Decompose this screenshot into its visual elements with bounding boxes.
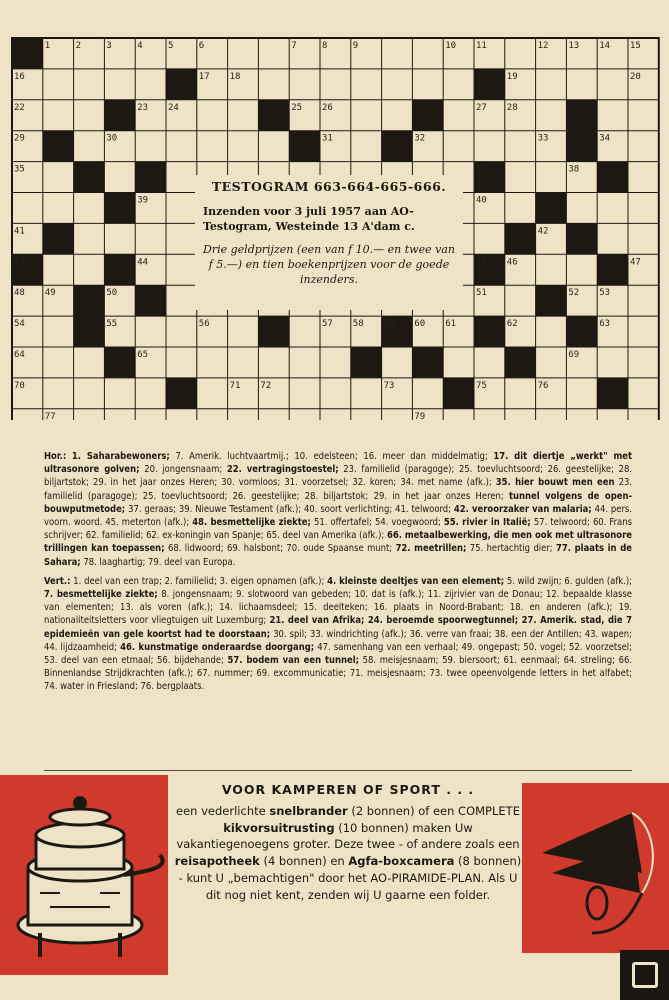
black-cell: [289, 131, 320, 162]
cell-number: 2: [75, 41, 82, 51]
black-cell: [412, 347, 443, 378]
vertical-clue: 58. meisjesnaam; 59. biersoort; 61. eenmaal; 64. streling; 66. Binnenlandse Strijdkrachten (afk.); 67. nummer; 69. excommunicatie; 71. meisjesnaam; 73. twee opeenvolgende letters in het alfabet; 74. water in Friesland; 76. bergplaats.: [44, 655, 632, 693]
black-cell: [166, 378, 197, 409]
cell-number: 8: [322, 41, 328, 51]
horizontal-clue: 37. geraas; 39. Nieuwe Testament (afk.); 40. soort verlichting; 41. telwoord;: [125, 503, 454, 515]
black-cell: [566, 223, 597, 254]
cell-number: 27: [476, 102, 487, 113]
cell-number: 69: [568, 350, 580, 360]
black-cell: [597, 378, 628, 409]
black-cell: [536, 193, 567, 224]
cell-number: 44: [137, 257, 149, 268]
horizontal-clue: 68. lidwoord; 69. halsbont; 70. oude Spaanse munt;: [164, 543, 396, 555]
black-cell: [474, 69, 505, 100]
cell-number: 60: [414, 319, 426, 330]
horizontal-clue: 78. laaghartig; 79. deel van Europa.: [80, 556, 236, 568]
cell-number: 24: [168, 102, 179, 113]
black-cell: [104, 193, 135, 224]
cell-number: 11: [476, 41, 487, 51]
vertical-clue: 21. deel van Afrika; 24. beroemde spoorwegtunnel; 27. Amerik. stad, die 7 epidemieën van gele koortst had te doorstaan;: [44, 615, 632, 640]
cell-number: 6: [198, 41, 205, 51]
cell-number: 73: [383, 380, 395, 391]
cell-number: 9: [352, 41, 359, 51]
cell-number: 16: [14, 71, 25, 82]
vertical-clue: 30. spil; 33. windrichting (afk.); 36. verre van fraai; 38. een der Antillen; 43. wapen; 44. lijdzaamheid;: [44, 628, 633, 653]
vertical-clue: 47. samenhang van een verhaal; 49. ongepast; 50. vogel; 52. voorzetsel; 53. deel van een etmaal; 56. bijdehande;: [44, 641, 632, 667]
cell-number: 64: [14, 350, 25, 360]
ad-body: [172, 803, 524, 904]
vertical-clue-list: [44, 576, 632, 693]
puzzle-info-box: [195, 175, 463, 310]
black-cell: [258, 100, 289, 131]
cell-number: 77: [44, 411, 56, 420]
horizontal-clue: 1. Saharabewoners;: [71, 451, 170, 462]
horizontal-clue: 51. offertafel; 54. voegwoord;: [310, 517, 444, 529]
vertical-clue: 1. deel van een trap; 2. familielid; 3. eigen opnamen (afk.);: [73, 575, 328, 587]
cell-number: 20: [630, 71, 641, 82]
cell-number: 75: [476, 380, 487, 391]
vertical-clue: 7. besmettelijke ziekte;: [44, 589, 158, 601]
black-cell: [351, 347, 382, 378]
cell-number: 30: [106, 133, 118, 144]
stove-illustration: [0, 775, 168, 975]
horizontal-clue: 66. metaalbewerking, die men ook met ultrasonore trillingen kan toepassen;: [44, 530, 632, 555]
cell-number: 48: [14, 288, 25, 299]
vertical-clue: 5. wild zwijn; 6. gulden (afk.);: [504, 575, 632, 587]
flippers-illustration: [522, 783, 669, 953]
cell-number: 53: [599, 288, 611, 299]
black-cell: [43, 223, 74, 254]
black-cell: [43, 131, 74, 162]
horizontal-clue: 75. hertachtig dier;: [466, 543, 557, 555]
cell-number: 79: [414, 411, 426, 420]
cell-number: 59: [383, 319, 395, 330]
black-cell: [505, 223, 536, 254]
cell-number: 47: [630, 257, 641, 268]
horizontal-clue: 23. familielid (paragoge); 25. toevluchtsoord; 26. geestelijke; 28. biljartstok; 29. in het jaar onzes Heren;: [44, 477, 632, 502]
clues-section: [44, 450, 632, 694]
cell-number: 26: [322, 102, 333, 113]
horizontal-clue: 23. familielid (paragoge); 25. toevluchtsoord; 26. geestelijke; 28. biljartstok; 29. in het jaar onzes Heren; 30. vormloos; 31. voorzetsel; 32. koren; 34. met name (afk.);: [44, 464, 632, 489]
black-cell: [412, 100, 443, 131]
cell-number: 70: [14, 380, 25, 391]
vertical-clue: 8. jongensnaam; 9. slotwoord van gebeden; 10. dat is (afk.); 11. zijrivier van de Donau; 12. bepaalde klasse van elementen; 13. als voren (afk.); 14. lichaamsdeel; 15. deelteken; 16. plaats in Noord-Brabant; 18. en anderen (afk.); 19. nationaliteitsletters voor vliegtuigen uit Luxemburg;: [44, 589, 632, 627]
cell-number: 3: [106, 41, 112, 51]
horizontal-clue: 55. rivier in Italië;: [443, 517, 531, 529]
ad-text-run: (8 bonnen) - kunt U „bemachtigen" door het AO-PIRAMIDE-PLAN. Als U dit nog niet kent, zenden wij U gaarne een folder.: [178, 854, 522, 902]
horizontal-clue: 42. veroorzaker van malaria;: [453, 503, 592, 515]
cell-number: 43: [14, 257, 25, 268]
horizontal-label: Hor.:: [44, 451, 67, 462]
cell-number: 52: [568, 288, 580, 299]
cell-number: 49: [44, 288, 56, 299]
cell-number: 54: [14, 319, 25, 330]
black-cell: [597, 162, 628, 193]
puzzle-prizes: Drie geldprijzen (een van f 10.— en twee van f 5.—) en tien boekenprijzen voor de goede inzenders.: [203, 243, 455, 286]
cell-number: 50: [106, 288, 118, 299]
cell-number: 37: [476, 164, 487, 175]
puzzle-title: TESTOGRAM 663-664-665-666.: [211, 179, 447, 194]
black-cell: [166, 69, 197, 100]
cell-number: 29: [14, 133, 25, 144]
cell-number: 45: [476, 257, 487, 268]
horizontal-clue: 22. vertragingstoestel;: [226, 464, 339, 476]
horizontal-clue: tunnel volgens de open-bouwputmetode;: [44, 490, 632, 515]
ad-text-run: reisapotheek: [174, 854, 260, 869]
horizontal-clue: 35. hier bouwt men een: [495, 477, 615, 489]
black-cell: [12, 38, 43, 69]
black-cell: [135, 162, 166, 193]
cell-number: 15: [630, 41, 641, 51]
black-cell: [74, 316, 105, 347]
cell-number: 34: [599, 133, 611, 144]
horizontal-clue: 7. Amerik. luchtvaartmij.; 10. edelsteen; 16. meer dan middelmatig;: [169, 451, 494, 462]
diving-flippers-icon: [522, 783, 669, 953]
cell-number: 57: [322, 319, 333, 330]
horizontal-clue: 48. besmettelijke ziekte;: [192, 517, 311, 529]
black-cell: [443, 378, 474, 409]
black-cell: [536, 285, 567, 316]
ad-text-run: een vederlichte: [176, 803, 270, 818]
cell-number: 17: [198, 71, 210, 82]
cell-number: 33: [537, 133, 549, 144]
cell-number: 23: [137, 102, 149, 113]
cell-number: 38: [568, 164, 580, 175]
cell-number: 7: [291, 41, 297, 51]
cell-number: 58: [352, 319, 364, 330]
cell-number: 65: [137, 350, 149, 360]
vertical-clue: 57. bodem van een tunnel;: [227, 655, 360, 667]
horizontal-clue: 44. pers. voorn. woord. 45. meterton (afk.);: [44, 503, 632, 529]
ad-text-run: (10 bonnen) maken Uw vakantiegenoegens groter. Deze twee - of andere zoals een: [176, 820, 520, 852]
cell-number: 62: [506, 319, 518, 330]
black-cell: [566, 131, 597, 162]
ad-text-run: kikvorsuitrusting: [223, 820, 335, 835]
puzzle-deadline: Inzenden voor 3 juli 1957 aan AO-Testogram, Westeinde 13 A'dam c.: [203, 205, 415, 233]
cell-number: 10: [445, 41, 457, 51]
cell-number: 61: [445, 319, 457, 330]
vertical-label: Vert.:: [44, 575, 71, 587]
horizontal-clue-list: [44, 451, 632, 568]
cell-number: 51: [476, 288, 487, 299]
ad-text-run: (2 bonnen) of een COMPLETE: [347, 803, 520, 818]
cell-number: 19: [506, 71, 518, 82]
cell-number: 63: [599, 319, 611, 330]
vertical-clue: 4. kleinste deeltjes van een element;: [327, 575, 505, 587]
cell-number: 55: [106, 319, 118, 330]
horizontal-clues: [44, 450, 632, 569]
ad-heading: VOOR KAMPEREN OF SPORT . . .: [221, 782, 475, 797]
black-cell: [566, 100, 597, 131]
black-cell: [597, 254, 628, 285]
black-cell: [74, 285, 105, 316]
black-cell: [474, 316, 505, 347]
horizontal-clue: 77. plaats in de Sahara;: [44, 543, 632, 568]
vertical-clue: 46. kunstmatige onderaardse doorgang;: [120, 641, 315, 653]
divider: [44, 770, 632, 771]
black-cell: [104, 254, 135, 285]
cell-number: 22: [14, 102, 25, 113]
cell-number: 32: [414, 133, 426, 144]
horizontal-clue: 72. meetrillen;: [395, 543, 467, 555]
cell-number: 1: [44, 41, 51, 51]
black-cell: [74, 162, 105, 193]
black-cell: [566, 316, 597, 347]
ad-text-run: Agfa-boxcamera: [348, 854, 455, 869]
cell-number: 76: [537, 380, 549, 391]
black-cell: [135, 285, 166, 316]
cell-number: 12: [537, 41, 549, 51]
horizontal-clue: 57. telwoord; 60. Frans schrijver; 62. familielid; 62. ex-koningin van Spanje; 65. deel van Amerika (afk.);: [44, 517, 632, 542]
corner-flag-mark: [632, 962, 658, 988]
cell-number: 4: [137, 41, 143, 51]
cell-number: 72: [260, 380, 272, 391]
cell-number: 42: [537, 226, 549, 237]
cell-number: 14: [599, 41, 611, 51]
advertisement-text: [172, 782, 524, 904]
cell-number: 35: [14, 164, 25, 175]
black-cell: [258, 316, 289, 347]
vertical-clues: [44, 575, 632, 694]
black-cell: [104, 347, 135, 378]
cell-number: 18: [229, 71, 241, 82]
camping-stove-icon: [0, 775, 168, 975]
black-cell: [505, 347, 536, 378]
cell-number: 56: [198, 319, 210, 330]
cell-number: 5: [168, 41, 174, 51]
ad-text-run: (4 bonnen) en: [259, 854, 349, 869]
horizontal-clue: 20. jongensnaam;: [139, 464, 227, 476]
cell-number: 46: [506, 257, 518, 268]
black-cell: [382, 131, 413, 162]
cell-number: 25: [291, 102, 303, 113]
horizontal-clue: 17. dit diertje „werkt" met ultrasonore golven;: [44, 451, 633, 476]
cell-number: 71: [229, 380, 241, 391]
black-cell: [104, 100, 135, 131]
cell-number: 31: [322, 133, 333, 144]
cell-number: 40: [476, 195, 487, 206]
ad-text-run: snelbrander: [269, 803, 348, 818]
cell-number: 13: [568, 41, 580, 51]
cell-number: 28: [506, 102, 518, 113]
cell-number: 41: [14, 226, 25, 237]
cell-number: 39: [137, 195, 149, 206]
